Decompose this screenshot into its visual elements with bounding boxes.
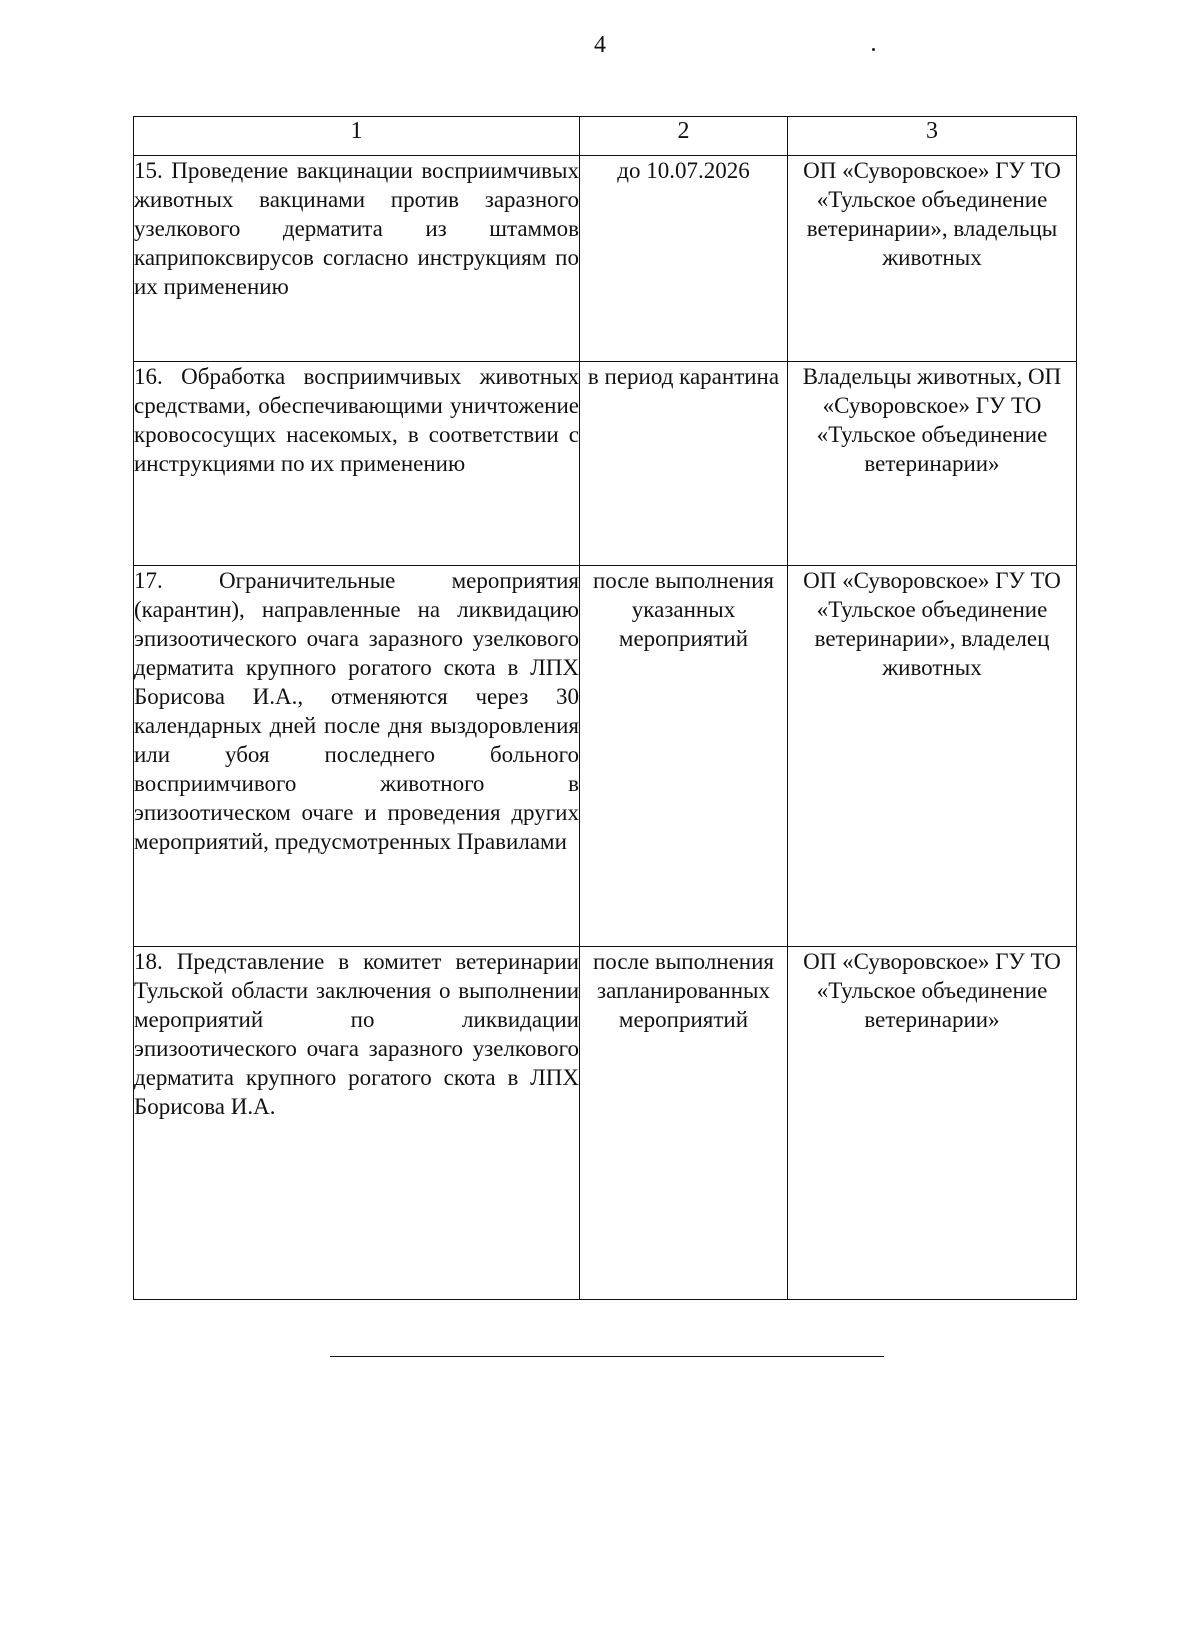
action-cell: 15. Проведение вакцинации восприимчивых животных вакцинами против заразного узелкового дерматита из штаммов каприпоксвирусов согласно инструкциям по их применению	[134, 156, 580, 362]
deadline-cell: до 10.07.2026	[580, 156, 788, 362]
responsible-cell: ОП «Суворовское» ГУ ТО «Тульское объединение ветеринарии»	[788, 947, 1077, 1300]
scan-speck	[872, 48, 875, 51]
deadline-cell: после выполнения указанных мероприятий	[580, 566, 788, 947]
deadline-cell: в период карантина	[580, 362, 788, 566]
table-row	[134, 362, 1077, 566]
page-number: 4	[594, 32, 606, 58]
action-cell: 17. Ограничительные мероприятия (карантин), направленные на ликвидацию эпизоотического очага заразного узелкового дерматита крупного рогатого скота в ЛПХ Борисова И.А., отменяются через 30 календарных дней после дня выздоровления или убоя последнего больного восприимчивого животного в эпизоотическом очаге и проведения других мероприятий, предусмотренных Правилами	[134, 566, 580, 947]
closing-rule-line	[330, 1356, 884, 1357]
responsible-cell: ОП «Суворовское» ГУ ТО «Тульское объединение ветеринарии», владелец животных	[788, 566, 1077, 947]
deadline-cell: после выполнения запланированных мероприятий	[580, 947, 788, 1300]
action-cell: 16. Обработка восприимчивых животных средствами, обеспечивающими уничтожение кровососущих насекомых, в соответствии с инструкциями по их применению	[134, 362, 580, 566]
responsible-cell: Владельцы животных, ОП «Суворовское» ГУ ТО «Тульское объединение ветеринарии»	[788, 362, 1077, 566]
column-header-3: 3	[788, 117, 1077, 156]
table-row	[134, 156, 1077, 362]
action-cell: 18. Представление в комитет ветеринарии Тульской области заключения о выполнении мероприятий по ликвидации эпизоотического очага заразного узелкового дерматита крупного рогатого скота в ЛПХ Борисова И.А.	[134, 947, 580, 1300]
responsible-cell: ОП «Суворовское» ГУ ТО «Тульское объединение ветеринарии», владельцы животных	[788, 156, 1077, 362]
measures-table	[133, 116, 1077, 1300]
table-header-row	[134, 117, 1077, 156]
table-row	[134, 566, 1077, 947]
table-row	[134, 947, 1077, 1300]
column-header-2: 2	[580, 117, 788, 156]
column-header-1: 1	[134, 117, 580, 156]
